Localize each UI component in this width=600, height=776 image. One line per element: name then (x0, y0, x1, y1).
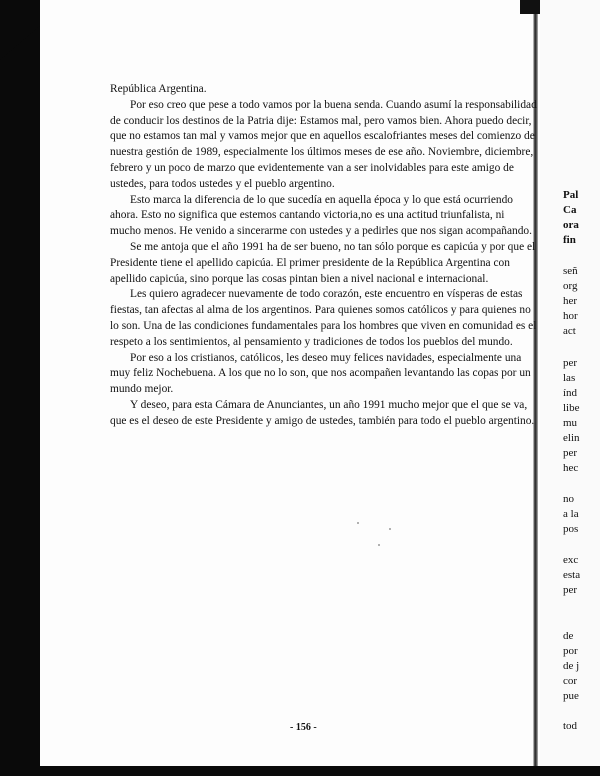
facing-page-fragment: mu (563, 417, 578, 429)
facing-page-fragment: per (563, 357, 578, 369)
facing-page-fragment: de (563, 630, 574, 642)
facing-page-fragment: hor (563, 310, 578, 322)
facing-page-fragment: ora (563, 219, 579, 231)
paragraph: Se me antoja que el año 1991 ha de ser bueno, no tan sólo porque es capicúa y por que el Presidente tiene el apellido capicúa. El primer presidente de la República Argentina con apellido capicúa, sino porque las cosas pintan bien a nivel nacional e internacional. (110, 240, 536, 285)
facing-page-fragment: act (563, 325, 576, 337)
facing-page-fragment: por (563, 645, 578, 657)
facing-page-fragment: org (563, 280, 578, 292)
facing-page-fragment: las (563, 372, 576, 384)
facing-page-fragment: a la (563, 508, 579, 520)
facing-page-fragment: hec (563, 462, 579, 474)
paragraph: Esto marca la diferencia de lo que sucedía en aquella época y lo que está ocurriendo ahora. Esto no significa que estemos cantando victoria,no es una actitud triunfalista, ni mucho menos. He venido a sincerarme con ustedes y a pedirles que nos sigan acompañando. (110, 193, 532, 238)
facing-page-fragment: libe (563, 402, 580, 414)
paragraph: República Argentina. (110, 83, 207, 95)
body-text (110, 82, 538, 430)
paragraph: Por eso a los cristianos, católicos, les deseo muy felices navidades, especialmente una muy feliz Nochebuena. A los que no lo son, que nos acompañen levantando las copas por un mundo mejor. (110, 351, 531, 396)
facing-page-fragment: pos (563, 523, 579, 535)
facing-page-fragment: exc (563, 554, 579, 566)
page-number: - 156 - (290, 722, 317, 733)
paragraph: Les quiero agradecer nuevamente de todo corazón, este encuentro en vísperas de estas fiestas, tan afectas al alma de los argentinos. Para quienes somos católicos y para quienes no lo son. Una de las condiciones fundamentales para los hombres que viven en comunidad es el respeto a los sentimientos, al pensamiento y tradiciones de todos los pueblos del mundo. (110, 288, 537, 348)
scan-border-left (0, 0, 40, 776)
scan-speck (389, 528, 391, 530)
facing-page-fragment: índ (563, 387, 578, 399)
paragraph: Y deseo, para esta Cámara de Anunciantes, un año 1991 mucho mejor que el que se va, que es el deseo de este Presidente y amigo de ustedes, también para todo el pueblo argentino. (110, 398, 535, 427)
facing-page-fragment: pue (563, 690, 579, 702)
facing-page-fragment: tod (563, 720, 578, 732)
paragraph: Por eso creo que pese a todo vamos por la buena senda. Cuando asumí la responsabilidad de conducir los destinos de la Patria dije: Estamos mal, pero vamos bien. Ahora puedo decir, que no estamos tan mal y vamos mejor que en aquellos escalofriantes meses del comienzo de nuestra gestión de 1989, especialmente los últimos meses de ese año. Noviembre, diciembre, febrero y un poco de marzo que evidentemente van a ser inolvidables para este amigo de ustedes, para todos ustedes y el pueblo argentino. (110, 98, 537, 190)
facing-page-fragment: cor (563, 675, 578, 687)
scan-speck (357, 522, 359, 524)
facing-page-fragment: esta (563, 569, 581, 581)
facing-page-fragment: elin (563, 432, 580, 444)
facing-page-fragment: per (563, 584, 578, 596)
facing-page-fragment: per (563, 447, 578, 459)
facing-page-fragment: de j (563, 660, 580, 672)
facing-page-fragment: no (563, 493, 574, 505)
facing-page-fragment: señ (563, 265, 578, 277)
facing-page-fragment: her (563, 295, 578, 307)
facing-page-fragment: Ca (563, 204, 577, 216)
facing-page-fragment: Pal (563, 189, 579, 201)
facing-page-fragment: fin (563, 234, 576, 246)
scan-speck (378, 544, 380, 546)
page-gutter-top (520, 0, 540, 14)
scan-border-bottom (0, 766, 600, 776)
